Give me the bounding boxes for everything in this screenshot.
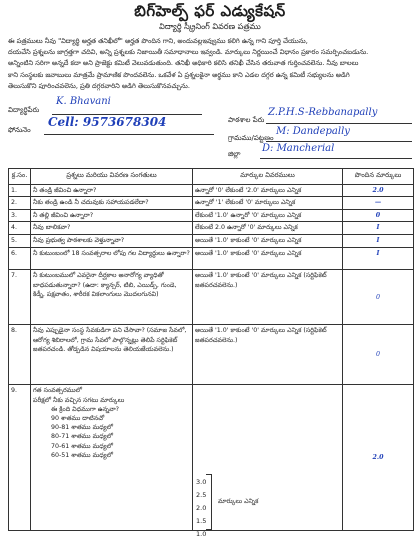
row-marks: I	[343, 235, 414, 248]
question-line: 80-71 శాతము మధ్యలో	[51, 433, 114, 441]
village-underline	[266, 141, 412, 142]
table-row	[9, 270, 414, 325]
row-marks: —	[343, 197, 414, 210]
question-line: పరీక్షలో నీకు వచ్చిన సగటు మార్కులు	[33, 396, 125, 404]
row-question: నీకు తండ్రి ఉండి నీ చదువుకు సహాయపడలేదా?	[31, 197, 193, 210]
row-marks: 0	[343, 325, 414, 385]
row-criteria: ఉన్నారో '0' లేకుంటే '2.0' మార్కులు ఎన్నిక	[193, 185, 343, 197]
question-line: 60-51 శాతము మధ్యలో	[51, 451, 114, 459]
row-num: 6.	[9, 248, 31, 270]
instruction-line: తెలుసుకొని పూరించవలెను, ప్రతి దగ్గరవారిని అడిగి తెలుసుకొనవచ్చును.	[8, 81, 190, 90]
table-row	[9, 222, 414, 235]
scale-value: 2.5	[196, 491, 207, 499]
table-row	[9, 185, 414, 197]
scale-value: 1.5	[196, 517, 207, 525]
row-criteria	[193, 385, 343, 531]
district-value: D: Mancherial	[262, 143, 335, 154]
instruction-line: ఈ పత్రములు నీవు "విద్యార్థి అర్హత తనిఖీలో" అర్హత పొందిన గాని, అందువల్లఇవ్వుము కలిగి ఉన్న గాని పూర్తి చేయును,	[8, 37, 308, 45]
instruction-line: దయచేసి ప్రశ్నలను జాగ్రత్తగా చదివి, అన్ని ప్రశ్నలకు నిజాయితీ సమాధానాలు ఇవ్వండి. మార్కులు నిర్ణయించే విధానం ప్రకారం సమర్పించబడును.	[8, 48, 369, 57]
row-question-heading: గత సంవత్సరములో	[33, 387, 83, 395]
scale-value: 1.0	[196, 530, 207, 538]
row-question: నీ తండ్రి జీవించి ఉన్నారా?	[31, 185, 193, 197]
row-question: నీవు ఎప్పుడైనా సంస్థ సేవకుడిగా పని చేసావా? (సమాజ సేవలో, ఆరోగ్య శిబిరాలలో, గ్రామ సేవలో పాల్గొన్నట్లు తెలిపే సర్టిఫికెట్ జతపరచండి. తోడ్పడిన విషయాలను తెలియజేయవలెను.)	[31, 325, 193, 385]
header-question: ప్రశ్నలు మరియు వివరణ సంగతులు	[31, 169, 193, 185]
instruction-line: అన్నింటిని సరిగా అన్నదే కదా అని ప్రాజెక్టు కమిటీ వెలువడుతుంది. తనిఖీ అధికారి కలిసి తనిఖీ చేసిన తరువాత గుర్తించవలెను. నీవు బాలలు	[8, 59, 359, 68]
scale-bracket	[206, 474, 212, 530]
row-marks: 0	[343, 210, 414, 222]
table-row	[9, 210, 414, 222]
phone-underline	[44, 134, 214, 135]
row-num: 8.	[9, 325, 31, 385]
question-line: 90-81 శాతము మధ్యలో	[51, 424, 114, 432]
village-label: గ్రామము/పట్టణం	[228, 134, 274, 142]
table-row	[9, 248, 414, 270]
row-num: 3.	[9, 210, 31, 222]
row-marks: 0	[343, 270, 414, 325]
phone-label: ఫోనునెం	[8, 126, 31, 134]
row-criteria: లేకుంటే 2.0 ఉన్నారో '0' మార్కులు ఎన్నిక	[193, 222, 343, 235]
row-num: 7.	[9, 270, 31, 325]
district-label: జిల్లా	[228, 150, 241, 158]
village-value: M: Dandepally	[276, 126, 350, 137]
student-name-value: K. Bhavani	[56, 96, 111, 107]
header-num: క్ర.సం.	[9, 169, 31, 185]
row-marks: I	[343, 222, 414, 235]
row-marks: I	[343, 248, 414, 270]
document-subtitle: విద్యార్థి స్క్రీనింగ్ వివరణ పత్రము	[159, 22, 261, 31]
student-name-label: విద్యార్థిపేరు	[8, 106, 40, 114]
row-criteria: అయితే '1.0' కాకుంటే '0' మార్కులు ఎన్నిక (సర్టిఫికెట్ జతపరచవలెను.)	[193, 270, 343, 325]
row-criteria: మార్కులు ఎన్నిక	[218, 498, 259, 505]
table-row	[9, 325, 414, 385]
phone-value: Cell: 9573678304	[48, 115, 167, 129]
row-num: 9.	[9, 385, 31, 531]
district-underline	[260, 158, 412, 159]
row-criteria: లేకుంటే '1.0' ఉన్నారో '0' మార్కులు ఎన్నిక	[193, 210, 343, 222]
row-num: 1.	[9, 185, 31, 197]
instruction-line: కాని సంస్థలకు జవాబులు మాత్రమే ప్రామాణిక పొందవలెను. ఒకవేళ ఏ ప్రశ్నలకైనా అర్థము కాని ఎడల దగ్గర ఉన్న కమిటీ సభ్యులను అడిగి	[8, 70, 350, 79]
scale-value: 2.0	[196, 504, 207, 512]
row-question: నీవు ప్రభుత్వ పాఠశాలకు వెళ్తున్నావా?	[31, 235, 193, 248]
scale-value: 3.0	[196, 478, 207, 486]
row-question: నీ కుటుంబములో ఎవరైనా దీర్ఘకాల అనారోగ్య వ్యాధితో బాధపడుతున్నారా? (ఉదా: క్యాన్సర్, టిబి, ఎయిడ్స్, గుండె, కిడ్నీ, పక్షవాతం, శారీరక వికలాంగులు మొదలగునవి)	[31, 270, 193, 325]
row-criteria: అయితే '1.0' కాకుంటే '0' మార్కులు ఎన్నిక	[193, 248, 343, 270]
row-criteria: అయితే '1.0' కాకుంటే '0' మార్కులు ఎన్నిక	[193, 235, 343, 248]
question-line: ఈ క్రింది విధముగా ఉన్నవా?	[51, 405, 120, 413]
table-row	[9, 235, 414, 248]
document-title: బిగ్‌హెల్ప్ ఫర్ ఎడ్యుకేషన్	[134, 2, 286, 20]
table-row	[9, 197, 414, 210]
score-scale	[196, 476, 206, 541]
table-header-row	[9, 169, 414, 185]
question-line: 70-61 శాతము మధ్యలో	[51, 442, 114, 450]
row-criteria: అయితే '1.0' కాకుంటే '0' మార్కులు ఎన్నిక (సర్టిఫికెట్ జతపరచవలెను.)	[193, 325, 343, 385]
row-question: నీ తల్లి జీవించి ఉన్నారా?	[31, 210, 193, 222]
row-num: 2.	[9, 197, 31, 210]
instructions-paragraph	[8, 36, 414, 92]
row-question: నీ కుటుంబంలో 18 సంవత్సరాల లోపు గల విద్యార్థులు ఉన్నారా?	[31, 248, 193, 270]
school-label: పాఠశాల పేరు	[228, 116, 265, 124]
header-criteria: మార్కుల వివరములు	[193, 169, 343, 185]
row-question	[31, 385, 193, 531]
row-num: 4.	[9, 222, 31, 235]
question-line: 90 శాతము దాటినచో	[51, 415, 105, 423]
school-underline	[266, 123, 412, 124]
row-marks: 2.0	[343, 385, 414, 531]
school-value: Z.P.H.S-Rebbanapally	[268, 107, 378, 118]
row-question: నీవు బాలికవా?	[31, 222, 193, 235]
row-criteria: ఉన్నారో '1' లేకుంటే '0' మార్కులు ఎన్నిక	[193, 197, 343, 210]
row-marks: 2.0	[343, 185, 414, 197]
header-marks: పొందిన మార్కులు	[343, 169, 414, 185]
row-num: 5.	[9, 235, 31, 248]
